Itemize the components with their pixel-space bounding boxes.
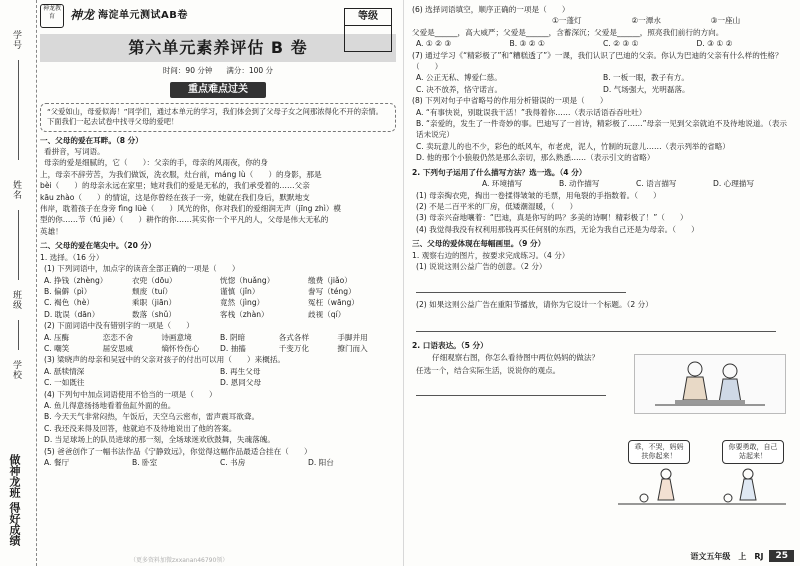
option-row <box>40 457 396 468</box>
option: B. 今天天气非常闷热，午饭后，天空乌云密布，雷声震耳欲聋。 <box>44 412 260 422</box>
word-choice: ②一潭水 <box>631 16 661 26</box>
left-page <box>40 4 396 552</box>
grade-box <box>344 8 392 52</box>
option: A. 压酶 <box>44 332 70 342</box>
page-title: 第六单元素养评估 B 卷 <box>128 38 308 57</box>
option: 各式各样 <box>278 332 310 342</box>
option: 数落（shǔ） <box>132 309 176 319</box>
option: A. 舐犊情深 <box>44 366 85 376</box>
option: D. 恩同父母 <box>220 378 262 388</box>
speech-bubble-2: 你要勇敢，自己站起来！ <box>722 440 784 464</box>
option: 恋恋不舍 <box>102 332 134 342</box>
question-7: (7) 通过学习《“精彩极了”和“糟糕透了”》一课，我们认识了巴迪的父亲。你认为巴迪的父亲有什么样的性格？（ ） <box>412 50 783 72</box>
binding-slogan: 做神龙班 得好成绩 <box>8 454 21 546</box>
word-choice: ①一蓬灯 <box>552 16 582 26</box>
question-2: (2) 下面词语中没有错别字的一项是（ ） <box>44 321 194 331</box>
footer <box>690 550 794 562</box>
question-p3-2: 2. 口语表达。（5 分） <box>412 340 488 350</box>
option: C. ② ③ ① <box>603 39 639 49</box>
brand-header <box>40 4 396 28</box>
question-p3-1b: (2) 如果这则公益广告在重阳节播放，请你为它设计一个标题。（2 分） <box>416 300 653 310</box>
method-options <box>412 178 790 189</box>
option: A. 鱼儿得意扬扬地看着鱼缸外面的鱼。 <box>44 400 176 410</box>
brand-name: 神龙 <box>70 8 95 23</box>
option: D. 他的那个小狼般仍然是那么亲切，那么熟悉……（表示引文的省略） <box>416 153 655 163</box>
binding-line <box>18 320 19 350</box>
footer-subject: 语文五年级 上 RJ <box>690 551 764 561</box>
option: A. ① ② ③ <box>416 39 452 49</box>
page-number: 25 <box>769 550 794 562</box>
part1-instruction: 看拼音，写词语。 <box>44 147 105 157</box>
option: 谨慎（jǐn） <box>220 286 260 296</box>
option: 千变万化 <box>278 343 310 353</box>
watermark-text: （更多资料加微zxxanan46790领） <box>130 557 229 564</box>
option: C. 语言描写 <box>636 179 677 189</box>
option: 恍惚（huǎng） <box>220 275 275 285</box>
option-row <box>412 84 790 95</box>
option: 歧视（qí） <box>308 309 346 319</box>
score-label: 满分：100 分 <box>226 66 274 75</box>
grade-label: 等级 <box>345 9 391 26</box>
question-p3-2-text: 仔细观察右图，你怎么看待图中两位妈妈的做法？任选一个，结合实际生活，说说你的观点。 <box>416 353 600 376</box>
question-4: (4) 下列句中加点词语使用不恰当的一项是（ ） <box>44 389 217 399</box>
option-row <box>40 275 396 286</box>
page-divider <box>403 0 404 566</box>
option: 冤枉（wāng） <box>308 298 359 308</box>
option: A. 挣钱（zhèng） <box>44 275 108 285</box>
brand-logo <box>40 4 64 28</box>
option: B. “亲爱的，发生了一件奇妙的事。巴迪写了一首诗，精彩极了……”母亲一见到父亲就迫不及待地说道。（表示话未说完） <box>416 119 788 140</box>
part1-heading: 一、父母的爱在耳畔。（8 分） <box>40 135 143 145</box>
option: A. “有事快说，别耽误我干活！”我得着你……（表示话语吞吞吐吐） <box>416 107 647 117</box>
option: B. 卧室 <box>132 458 158 467</box>
question-6: (6) 选择词语填空，顺序正确的一项是（ ） <box>412 5 570 14</box>
option: C. 一如既往 <box>44 378 85 388</box>
option-row <box>40 343 396 354</box>
option: D. 抽搐 <box>220 343 246 353</box>
part3-heading: 三、父母的爱体现在每幅画里。（9 分） <box>412 239 546 249</box>
answer-line <box>416 319 776 332</box>
option: B. ③ ② ① <box>509 39 545 49</box>
binding-label-school: 学校 <box>11 360 21 380</box>
option: D. 心理描写 <box>713 179 755 189</box>
option: 颓废（tuí） <box>132 286 173 296</box>
option: 衣兜（dōu） <box>132 275 177 285</box>
option: D. 当足球场上的队员进球的那一刻，全场球迷欢欣鼓舞，失魂落魄。 <box>44 435 275 445</box>
binding-line <box>18 60 19 160</box>
option: B. 再生父母 <box>220 366 261 376</box>
question-5: (5) 爸爸创作了一幅书法作品《宁静致远》，你觉得这幅作品最适合挂在（ ） <box>44 446 312 456</box>
binding-label-student-no: 学号 <box>11 30 21 50</box>
option-row <box>40 297 396 308</box>
part1-line: kāu zhào（ ）的情谊，这是你曾经在孩子一旁，她就在我们身后，默默地支 <box>40 192 310 202</box>
option: A. 公正无私、博爱仁慈。 <box>416 73 502 83</box>
option: 誊写（téng） <box>308 286 356 296</box>
option: C. 我还没来得及回答，他就迫不及待地说出了他的答案。 <box>44 423 237 433</box>
part1-line: 伟岸，耽着孩子在身旁 fìng lüè（ ）风光的你，你对我们的爱细润无声（jīng zhì）模 <box>40 204 342 214</box>
option: C. 嘲笑 <box>44 343 70 353</box>
option: B. 阴暗 <box>220 332 246 342</box>
part2-heading: 二、父母的爱在笔尖中。（20 分） <box>40 241 156 251</box>
question-3: (3) 梁晓声的母亲和吴冠中的父亲对孩子的付出可以用（ ）来概括。 <box>44 355 285 365</box>
family-illustration <box>635 355 785 413</box>
speech-bubble-1: 乖，不哭，妈妈扶你起来！ <box>628 440 690 464</box>
option: 手脚并用 <box>337 332 368 342</box>
option: 竟然（jìng） <box>220 298 265 308</box>
option: B. 一板一眼，教子有方。 <box>603 73 689 83</box>
option: D. 耽误（dān） <box>44 309 100 319</box>
binding-label-class: 班级 <box>11 290 21 310</box>
binding-line <box>18 210 19 280</box>
option: D. 气场强大，光明磊落。 <box>603 84 690 94</box>
option: C. 决不放养，恪守诺言。 <box>416 84 503 94</box>
option: D. 阳台 <box>308 458 334 467</box>
option: A. 环境描写 <box>482 179 523 189</box>
sub-heading: 1. 选择。（16 分） <box>40 252 104 262</box>
option: 撩门而入 <box>337 343 368 353</box>
option-row <box>412 72 790 83</box>
option: C. 褐色（hè） <box>44 298 94 308</box>
answer-line <box>416 280 626 293</box>
banner-text: 重点难点过关 <box>170 82 266 97</box>
mothers-drawing <box>618 440 786 508</box>
word-choices <box>412 15 790 26</box>
time-label: 时间：90 分钟 <box>162 66 213 75</box>
option-row <box>40 286 396 297</box>
intro-box: “父爱如山，母爱似海！”同学们，通过本单元的学习，我们体会到了父母子女之间那浓得化不开的亲情。下面我们一起去试卷中找寻父母的爱吧！ <box>40 103 396 132</box>
option-row <box>40 332 396 343</box>
section-banner <box>40 82 396 97</box>
sentence-item: (3) 母亲兴奋地嚷着：“巴迪，真是你写的吗？多美的诗啊！精彩极了！”（ ） <box>416 213 688 223</box>
exam-meta <box>40 65 396 76</box>
option-row <box>412 38 790 49</box>
option: 届安思威 <box>102 343 134 353</box>
question-1: (1) 下列词语中，加点字的读音全部正确的一项是（ ） <box>44 264 240 274</box>
option: 诗画意境 <box>161 332 192 342</box>
binding-label-name: 姓名 <box>11 180 21 200</box>
right-page <box>412 4 790 552</box>
answer-line <box>416 383 606 396</box>
option-row <box>40 309 396 320</box>
option: 熵怀怜伤心 <box>161 343 200 353</box>
question-p3-1a: (1) 说说这则公益广告的创意。（2 分） <box>416 261 547 271</box>
question-8: (8) 下列对句子中省略号的作用分析错误的一项是（ ） <box>412 96 608 106</box>
part1-line: 英雄！ <box>40 226 63 236</box>
option: C. 卖玩意儿的也不少，彩色的纸风车，布老虎，泥人，竹制的玩意儿……（表示列举的省略） <box>416 141 730 151</box>
fill-line: 父爱是______，高大威严；父爱是______，含蓄深沉；父爱是______，照亮我们前行的方向。 <box>412 27 724 37</box>
option: D. ③ ① ② <box>696 39 733 49</box>
binding-strip <box>0 0 37 566</box>
part1-line: 上，母亲不辞劳苦，为我们做饭，洗衣服，灶台前，máng lù（ ）的身影，那是 <box>40 169 322 179</box>
option-row <box>40 377 396 388</box>
sentence-item: (1) 母亲掏衣兜，掏出一卷揉得皱皱的毛票，用龟裂的手指数着。（ ） <box>416 190 661 200</box>
sentence-item: (2) 不是二百平米的厂房，低矮潮湿暖，（ ） <box>416 201 578 211</box>
part1-line: 母亲的爱是细腻的，它（ ）：父亲的手，母亲的风雨夜，你的身 <box>44 158 269 168</box>
word-choice: ③一座山 <box>710 16 741 26</box>
speaking-illustration <box>618 440 786 508</box>
option: 乘职（jiān） <box>132 298 177 308</box>
ad-illustration <box>634 354 786 414</box>
title-band <box>40 34 396 62</box>
series-name: 海淀单元测试AB卷 <box>98 10 188 22</box>
option: A. 餐厅 <box>44 458 70 467</box>
option: 客栈（zhàn） <box>220 309 269 319</box>
option: 缴费（jiǎo） <box>308 275 352 285</box>
option: B. 动作描写 <box>559 179 600 189</box>
option: B. 偏僻（pì） <box>44 286 92 296</box>
option: C. 书房 <box>220 458 246 467</box>
option-row <box>40 366 396 377</box>
part1-line: 型的你……节（fú jiē）（ ）耕作的你……其实你一个平凡的人，父母是伟大无私的 <box>40 215 329 225</box>
question-p3-1: 1. 观察右边的图片，按要求完成练习。（4 分） <box>412 250 570 260</box>
sentence-item: (4) 我觉得我没有权利用那钱再买任何别的东西，无论为我自己还是为母亲。（ ） <box>416 224 699 234</box>
part1-line: bèi（ ）的母亲永远在家里；她对我们的爱是无私的，我们承受着的……父亲 <box>40 181 310 191</box>
sub-heading: 2. 下列句子运用了什么描写方法？选一选。（4 分） <box>412 167 587 177</box>
brand-logo-text: 神龙教育 <box>42 5 61 20</box>
